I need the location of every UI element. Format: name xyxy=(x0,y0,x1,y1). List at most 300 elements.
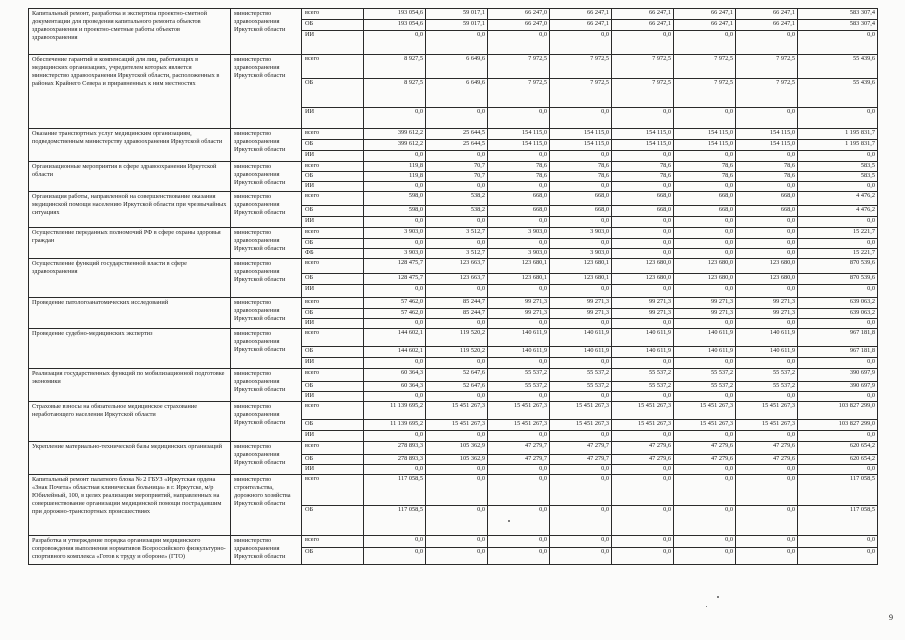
amount-cell: 123 680,0 xyxy=(612,274,674,285)
amount-cell: 123 680,0 xyxy=(612,259,674,274)
measure-description: Разработка и утверждение порядка организации медицинского сопровождения выполнения нормативов Всероссийского физкультурно-спортивного комплекса «Готов к труду и обороне» (ГТО) xyxy=(29,536,231,565)
amount-cell: 140 611,9 xyxy=(488,347,550,358)
amount-cell: 15 451 267,3 xyxy=(426,420,488,431)
amount-cell: 3 903,0 xyxy=(488,228,550,239)
table-row xyxy=(29,442,878,455)
amount-cell: 140 611,9 xyxy=(736,329,798,347)
amount-cell: 7 972,5 xyxy=(674,55,736,79)
amount-cell: 59 017,1 xyxy=(426,9,488,20)
amount-cell: 598,0 xyxy=(364,192,426,206)
amount-cell: 6 649,6 xyxy=(426,55,488,79)
amount-cell: 60 364,3 xyxy=(364,369,426,382)
funding-source: всего xyxy=(302,129,364,140)
measure-description: Укрепление материально-технической базы медицинских организаций xyxy=(29,442,231,475)
amount-cell: 3 903,0 xyxy=(550,249,612,259)
amount-cell: 0,0 xyxy=(736,475,798,506)
amount-cell: 0,0 xyxy=(736,285,798,298)
amount-cell: 0,0 xyxy=(550,431,612,442)
amount-cell: 55 537,2 xyxy=(550,382,612,392)
amount-cell: 0,0 xyxy=(488,431,550,442)
amount-cell: 15 451 267,3 xyxy=(612,420,674,431)
amount-cell: 3 512,7 xyxy=(426,249,488,259)
scan-speck xyxy=(508,520,510,522)
funding-source: ИИ xyxy=(302,108,364,129)
amount-cell: 3 903,0 xyxy=(364,228,426,239)
total-cell: 0,0 xyxy=(798,31,878,55)
amount-cell: 99 271,3 xyxy=(488,309,550,319)
amount-cell: 0,0 xyxy=(612,285,674,298)
amount-cell: 0,0 xyxy=(364,217,426,228)
funding-source: ИИ xyxy=(302,217,364,228)
measure-description: Проведение патологоанатомических исследований xyxy=(29,298,231,329)
table-row xyxy=(29,192,878,206)
funding-source: ОБ xyxy=(302,548,364,565)
amount-cell: 25 644,5 xyxy=(426,129,488,140)
responsible-executor: министерство здравоохранения Иркутской области xyxy=(231,442,302,475)
amount-cell: 0,0 xyxy=(364,31,426,55)
amount-cell: 0,0 xyxy=(488,392,550,402)
amount-cell: 99 271,3 xyxy=(612,298,674,309)
total-cell: 1 195 831,7 xyxy=(798,129,878,140)
amount-cell: 15 451 267,3 xyxy=(426,402,488,420)
amount-cell: 15 451 267,3 xyxy=(612,402,674,420)
amount-cell: 78,6 xyxy=(488,172,550,182)
amount-cell: 0,0 xyxy=(674,285,736,298)
amount-cell: 0,0 xyxy=(426,319,488,329)
amount-cell: 0,0 xyxy=(488,108,550,129)
amount-cell: 144 602,1 xyxy=(364,329,426,347)
table-row xyxy=(29,228,878,239)
amount-cell: 140 611,9 xyxy=(550,329,612,347)
amount-cell: 668,0 xyxy=(736,192,798,206)
funding-source: всего xyxy=(302,369,364,382)
amount-cell: 3 903,0 xyxy=(550,228,612,239)
total-cell: 55 439,6 xyxy=(798,79,878,108)
amount-cell: 3 903,0 xyxy=(488,249,550,259)
amount-cell: 78,6 xyxy=(736,162,798,172)
amount-cell: 55 537,2 xyxy=(550,369,612,382)
amount-cell: 0,0 xyxy=(426,465,488,475)
amount-cell: 0,0 xyxy=(674,319,736,329)
amount-cell: 0,0 xyxy=(612,31,674,55)
amount-cell: 668,0 xyxy=(488,206,550,217)
amount-cell: 0,0 xyxy=(674,151,736,162)
amount-cell: 123 680,0 xyxy=(736,259,798,274)
amount-cell: 0,0 xyxy=(364,431,426,442)
measure-description: Реализация государственных функций по мобилизационной подготовке экономики xyxy=(29,369,231,402)
funding-source: всего xyxy=(302,259,364,274)
amount-cell: 0,0 xyxy=(736,506,798,536)
amount-cell: 154 115,0 xyxy=(736,129,798,140)
funding-source: ОБ xyxy=(302,506,364,536)
amount-cell: 0,0 xyxy=(674,536,736,548)
amount-cell: 25 644,5 xyxy=(426,140,488,151)
amount-cell: 668,0 xyxy=(674,192,736,206)
funding-source: ОБ xyxy=(302,239,364,249)
table-row xyxy=(29,475,878,506)
amount-cell: 668,0 xyxy=(612,206,674,217)
total-cell: 117 058,5 xyxy=(798,506,878,536)
amount-cell: 154 115,0 xyxy=(550,129,612,140)
table-row xyxy=(29,9,878,20)
amount-cell: 0,0 xyxy=(426,506,488,536)
amount-cell: 7 972,5 xyxy=(612,79,674,108)
amount-cell: 668,0 xyxy=(488,192,550,206)
total-cell: 0,0 xyxy=(798,536,878,548)
amount-cell: 0,0 xyxy=(488,358,550,369)
amount-cell: 55 537,2 xyxy=(674,382,736,392)
amount-cell: 0,0 xyxy=(488,548,550,565)
amount-cell: 66 247,0 xyxy=(488,9,550,20)
amount-cell: 0,0 xyxy=(674,228,736,239)
amount-cell: 47 279,6 xyxy=(612,455,674,465)
amount-cell: 0,0 xyxy=(426,475,488,506)
amount-cell: 47 279,7 xyxy=(488,442,550,455)
total-cell: 620 654,2 xyxy=(798,455,878,465)
funding-source: ИИ xyxy=(302,319,364,329)
amount-cell: 668,0 xyxy=(550,192,612,206)
amount-cell: 70,7 xyxy=(426,162,488,172)
amount-cell: 66 247,0 xyxy=(488,20,550,31)
amount-cell: 99 271,3 xyxy=(674,309,736,319)
amount-cell: 0,0 xyxy=(674,548,736,565)
amount-cell: 0,0 xyxy=(488,239,550,249)
amount-cell: 78,6 xyxy=(612,162,674,172)
amount-cell: 0,0 xyxy=(488,285,550,298)
responsible-executor: министерство здравоохранения Иркутской области xyxy=(231,129,302,162)
total-cell: 390 697,9 xyxy=(798,369,878,382)
amount-cell: 0,0 xyxy=(612,465,674,475)
total-cell: 0,0 xyxy=(798,239,878,249)
funding-source: ИИ xyxy=(302,358,364,369)
amount-cell: 0,0 xyxy=(612,239,674,249)
amount-cell: 0,0 xyxy=(364,319,426,329)
measure-description: Капитальный ремонт, разработка и экспертиза проектно-сметной документации для проведения капитального ремонта объектов здравоохранения и проектно-сметные работы объектов здравоохранения xyxy=(29,9,231,55)
total-cell: 103 827 299,0 xyxy=(798,402,878,420)
amount-cell: 0,0 xyxy=(426,285,488,298)
total-cell: 967 181,8 xyxy=(798,329,878,347)
amount-cell: 78,6 xyxy=(674,162,736,172)
responsible-executor: министерство строительства, дорожного хозяйства Иркутской области xyxy=(231,475,302,536)
total-cell: 967 181,8 xyxy=(798,347,878,358)
responsible-executor: министерство здравоохранения Иркутской области xyxy=(231,298,302,329)
amount-cell: 0,0 xyxy=(364,285,426,298)
amount-cell: 0,0 xyxy=(550,506,612,536)
budget-table xyxy=(28,8,878,565)
amount-cell: 11 139 695,2 xyxy=(364,402,426,420)
amount-cell: 7 972,5 xyxy=(736,55,798,79)
responsible-executor: министерство здравоохранения Иркутской области xyxy=(231,259,302,298)
amount-cell: 66 247,1 xyxy=(550,20,612,31)
amount-cell: 0,0 xyxy=(612,548,674,565)
amount-cell: 117 058,5 xyxy=(364,475,426,506)
budget-table-body xyxy=(29,9,878,565)
amount-cell: 128 475,7 xyxy=(364,274,426,285)
amount-cell: 0,0 xyxy=(364,548,426,565)
amount-cell: 140 611,9 xyxy=(488,329,550,347)
amount-cell: 0,0 xyxy=(736,182,798,192)
amount-cell: 7 972,5 xyxy=(674,79,736,108)
amount-cell: 0,0 xyxy=(550,151,612,162)
amount-cell: 0,0 xyxy=(612,475,674,506)
amount-cell: 154 115,0 xyxy=(550,140,612,151)
total-cell: 0,0 xyxy=(798,465,878,475)
scan-speck xyxy=(717,596,719,598)
amount-cell: 0,0 xyxy=(612,151,674,162)
amount-cell: 538,2 xyxy=(426,192,488,206)
amount-cell: 7 972,5 xyxy=(736,79,798,108)
total-cell: 4 476,2 xyxy=(798,192,878,206)
table-row xyxy=(29,55,878,79)
amount-cell: 154 115,0 xyxy=(736,140,798,151)
amount-cell: 47 279,7 xyxy=(550,442,612,455)
amount-cell: 0,0 xyxy=(736,548,798,565)
funding-source: ИИ xyxy=(302,431,364,442)
amount-cell: 0,0 xyxy=(550,31,612,55)
amount-cell: 0,0 xyxy=(612,358,674,369)
amount-cell: 78,6 xyxy=(612,172,674,182)
amount-cell: 0,0 xyxy=(550,475,612,506)
amount-cell: 0,0 xyxy=(426,151,488,162)
amount-cell: 0,0 xyxy=(612,228,674,239)
amount-cell: 278 893,3 xyxy=(364,455,426,465)
amount-cell: 154 115,0 xyxy=(674,140,736,151)
amount-cell: 278 893,3 xyxy=(364,442,426,455)
amount-cell: 55 537,2 xyxy=(612,382,674,392)
amount-cell: 66 247,1 xyxy=(550,9,612,20)
amount-cell: 0,0 xyxy=(674,108,736,129)
table-row xyxy=(29,402,878,420)
amount-cell: 119 520,2 xyxy=(426,347,488,358)
amount-cell: 0,0 xyxy=(364,465,426,475)
amount-cell: 99 271,3 xyxy=(550,309,612,319)
amount-cell: 0,0 xyxy=(674,358,736,369)
amount-cell: 668,0 xyxy=(612,192,674,206)
amount-cell: 3 903,0 xyxy=(364,249,426,259)
amount-cell: 128 475,7 xyxy=(364,259,426,274)
funding-source: ОБ xyxy=(302,140,364,151)
total-cell: 0,0 xyxy=(798,151,878,162)
amount-cell: 0,0 xyxy=(550,239,612,249)
amount-cell: 66 247,1 xyxy=(736,9,798,20)
amount-cell: 8 927,5 xyxy=(364,55,426,79)
amount-cell: 55 537,2 xyxy=(488,369,550,382)
total-cell: 390 697,9 xyxy=(798,382,878,392)
amount-cell: 140 611,9 xyxy=(736,347,798,358)
page-number: 9 xyxy=(889,613,893,622)
amount-cell: 57 462,0 xyxy=(364,298,426,309)
total-cell: 870 539,6 xyxy=(798,259,878,274)
amount-cell: 193 054,6 xyxy=(364,20,426,31)
total-cell: 1 195 831,7 xyxy=(798,140,878,151)
amount-cell: 0,0 xyxy=(674,239,736,249)
amount-cell: 0,0 xyxy=(612,217,674,228)
amount-cell: 0,0 xyxy=(736,228,798,239)
amount-cell: 399 612,2 xyxy=(364,129,426,140)
amount-cell: 0,0 xyxy=(364,108,426,129)
table-row xyxy=(29,259,878,274)
amount-cell: 140 611,9 xyxy=(674,329,736,347)
funding-source: ИИ xyxy=(302,465,364,475)
funding-source: ОБ xyxy=(302,347,364,358)
measure-description: Организационные мероприятия в сфере здравоохранения Иркутской области xyxy=(29,162,231,192)
amount-cell: 0,0 xyxy=(426,358,488,369)
table-row xyxy=(29,162,878,172)
amount-cell: 0,0 xyxy=(612,536,674,548)
funding-source: ОБ xyxy=(302,79,364,108)
amount-cell: 7 972,5 xyxy=(488,55,550,79)
amount-cell: 66 247,1 xyxy=(674,9,736,20)
amount-cell: 0,0 xyxy=(426,431,488,442)
amount-cell: 105 362,9 xyxy=(426,455,488,465)
total-cell: 0,0 xyxy=(798,392,878,402)
funding-source: ОБ xyxy=(302,455,364,465)
amount-cell: 57 462,0 xyxy=(364,309,426,319)
total-cell: 0,0 xyxy=(798,217,878,228)
amount-cell: 52 647,6 xyxy=(426,382,488,392)
total-cell: 583,5 xyxy=(798,162,878,172)
amount-cell: 123 663,7 xyxy=(426,274,488,285)
amount-cell: 0,0 xyxy=(426,31,488,55)
total-cell: 583,5 xyxy=(798,172,878,182)
amount-cell: 0,0 xyxy=(736,31,798,55)
amount-cell: 85 244,7 xyxy=(426,309,488,319)
amount-cell: 0,0 xyxy=(488,475,550,506)
responsible-executor: министерство здравоохранения Иркутской области xyxy=(231,536,302,565)
amount-cell: 0,0 xyxy=(426,392,488,402)
responsible-executor: министерство здравоохранения Иркутской области xyxy=(231,369,302,402)
amount-cell: 0,0 xyxy=(364,182,426,192)
amount-cell: 0,0 xyxy=(674,217,736,228)
funding-source: ОБ xyxy=(302,274,364,285)
funding-source: ОБ xyxy=(302,20,364,31)
amount-cell: 0,0 xyxy=(550,548,612,565)
total-cell: 4 476,2 xyxy=(798,206,878,217)
amount-cell: 123 663,7 xyxy=(426,259,488,274)
amount-cell: 0,0 xyxy=(736,249,798,259)
amount-cell: 0,0 xyxy=(612,506,674,536)
funding-source: ОБ xyxy=(302,206,364,217)
amount-cell: 154 115,0 xyxy=(488,129,550,140)
funding-source: всего xyxy=(302,192,364,206)
responsible-executor: министерство здравоохранения Иркутской области xyxy=(231,9,302,55)
amount-cell: 0,0 xyxy=(488,151,550,162)
funding-source: всего xyxy=(302,162,364,172)
amount-cell: 78,6 xyxy=(674,172,736,182)
amount-cell: 668,0 xyxy=(550,206,612,217)
amount-cell: 47 279,6 xyxy=(674,442,736,455)
measure-description: Осуществление функций государственной власти в сфере здравоохранения xyxy=(29,259,231,298)
funding-source: всего xyxy=(302,55,364,79)
total-cell: 15 221,7 xyxy=(798,228,878,239)
total-cell: 15 221,7 xyxy=(798,249,878,259)
amount-cell: 0,0 xyxy=(426,217,488,228)
amount-cell: 99 271,3 xyxy=(550,298,612,309)
amount-cell: 0,0 xyxy=(364,392,426,402)
amount-cell: 538,2 xyxy=(426,206,488,217)
funding-source: ИИ xyxy=(302,285,364,298)
responsible-executor: министерство здравоохранения Иркутской области xyxy=(231,402,302,442)
amount-cell: 15 451 267,3 xyxy=(488,420,550,431)
amount-cell: 52 647,6 xyxy=(426,369,488,382)
total-cell: 0,0 xyxy=(798,319,878,329)
amount-cell: 47 279,6 xyxy=(612,442,674,455)
total-cell: 639 063,2 xyxy=(798,298,878,309)
amount-cell: 99 271,3 xyxy=(674,298,736,309)
amount-cell: 119,8 xyxy=(364,172,426,182)
amount-cell: 140 611,9 xyxy=(550,347,612,358)
total-cell: 103 827 299,0 xyxy=(798,420,878,431)
amount-cell: 119 520,2 xyxy=(426,329,488,347)
amount-cell: 0,0 xyxy=(612,108,674,129)
amount-cell: 60 364,3 xyxy=(364,382,426,392)
table-row xyxy=(29,329,878,347)
amount-cell: 0,0 xyxy=(426,182,488,192)
amount-cell: 0,0 xyxy=(736,319,798,329)
amount-cell: 0,0 xyxy=(736,108,798,129)
scan-speck xyxy=(706,606,707,607)
amount-cell: 154 115,0 xyxy=(674,129,736,140)
amount-cell: 78,6 xyxy=(488,162,550,172)
total-cell: 55 439,6 xyxy=(798,55,878,79)
amount-cell: 0,0 xyxy=(612,249,674,259)
amount-cell: 7 972,5 xyxy=(550,55,612,79)
responsible-executor: министерство здравоохранения Иркутской области xyxy=(231,228,302,259)
amount-cell: 47 279,7 xyxy=(488,455,550,465)
amount-cell: 0,0 xyxy=(550,465,612,475)
amount-cell: 140 611,9 xyxy=(612,347,674,358)
amount-cell: 15 451 267,3 xyxy=(736,420,798,431)
amount-cell: 0,0 xyxy=(426,536,488,548)
amount-cell: 0,0 xyxy=(674,31,736,55)
amount-cell: 0,0 xyxy=(736,536,798,548)
amount-cell: 0,0 xyxy=(364,151,426,162)
funding-source: ОБ xyxy=(302,172,364,182)
amount-cell: 0,0 xyxy=(550,319,612,329)
amount-cell: 0,0 xyxy=(674,465,736,475)
amount-cell: 0,0 xyxy=(488,182,550,192)
amount-cell: 0,0 xyxy=(426,108,488,129)
amount-cell: 0,0 xyxy=(426,548,488,565)
amount-cell: 6 649,6 xyxy=(426,79,488,108)
total-cell: 870 539,6 xyxy=(798,274,878,285)
amount-cell: 8 927,5 xyxy=(364,79,426,108)
amount-cell: 0,0 xyxy=(674,475,736,506)
funding-source: ФБ xyxy=(302,249,364,259)
amount-cell: 117 058,5 xyxy=(364,506,426,536)
amount-cell: 78,6 xyxy=(550,172,612,182)
amount-cell: 55 537,2 xyxy=(488,382,550,392)
amount-cell: 154 115,0 xyxy=(488,140,550,151)
amount-cell: 0,0 xyxy=(736,465,798,475)
amount-cell: 0,0 xyxy=(364,239,426,249)
amount-cell: 47 279,6 xyxy=(736,442,798,455)
funding-source: всего xyxy=(302,536,364,548)
measure-description: Капитальный ремонт палатного блока № 2 ГБУЗ «Иркутская ордена «Знак Почета» областная клиническая больница» в г. Иркутске, м/р Юбилейный, 100, в целях реализации мероприятий, направленных на совершенствование организации медицинской помощи пострадавшим при дорожно-транспортных происшествиях xyxy=(29,475,231,536)
amount-cell: 0,0 xyxy=(612,431,674,442)
amount-cell: 123 680,0 xyxy=(674,274,736,285)
amount-cell: 123 680,0 xyxy=(674,259,736,274)
amount-cell: 0,0 xyxy=(674,182,736,192)
amount-cell: 0,0 xyxy=(364,358,426,369)
total-cell: 0,0 xyxy=(798,358,878,369)
measure-description: Оказание транспортных услуг медицинским организациям, подведомственным министерству здравоохранения Иркутской области xyxy=(29,129,231,162)
amount-cell: 78,6 xyxy=(736,172,798,182)
amount-cell: 99 271,3 xyxy=(736,309,798,319)
amount-cell: 0,0 xyxy=(736,151,798,162)
measure-description: Осуществление переданных полномочий РФ в сфере охраны здоровья граждан xyxy=(29,228,231,259)
amount-cell: 399 612,2 xyxy=(364,140,426,151)
